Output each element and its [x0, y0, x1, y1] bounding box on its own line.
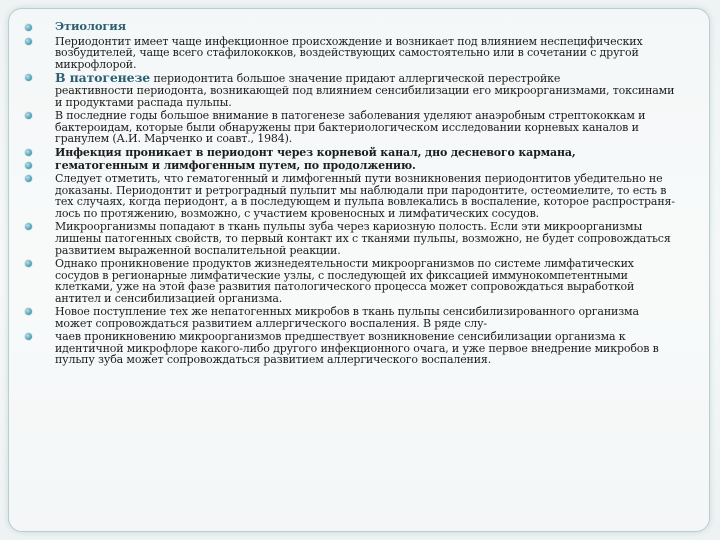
list-item: [14, 36, 679, 71]
item-text: чаев проникновению микроорганизмов предшествует возникновение сенсибилизации организма к идентичной микрофлоре какого-либо другого инфекционного очага, и уже первое внедрение микробов в пульпу зуба может сопровождаться развитием аллергического воспаления.: [55, 330, 659, 367]
slide-content: [14, 21, 679, 368]
bullet-icon: [25, 38, 32, 45]
bullet-list: [14, 21, 679, 366]
bullet-icon: [25, 162, 32, 169]
list-item: [14, 221, 679, 256]
item-text: Инфекция проникает в периодонт через корневой канал, дно десневого кармана,: [55, 145, 576, 159]
bullet-icon: [25, 149, 32, 156]
slide-title: Этиология: [55, 19, 126, 33]
bullet-icon: [25, 223, 32, 230]
bullet-icon: [25, 112, 32, 119]
list-item: [14, 331, 679, 366]
item-text: Новое поступление тех же непатогенных микробов в ткань пульпы сенсибилизированного организма может сопровождаться развитием аллергического воспаления. В ряде слу-: [55, 305, 639, 330]
bullet-icon: [25, 74, 32, 81]
list-item: [14, 147, 679, 159]
bullet-icon: [25, 333, 32, 340]
item-text: реактивности периодонта, возникающей под влиянием сенсибилизации его микроорганизмами, токсинами и продуктами распада пульпы.: [55, 84, 675, 109]
list-item: [14, 173, 679, 220]
bullet-icon: [25, 308, 32, 315]
list-item: [14, 258, 679, 305]
list-item-title: [14, 21, 679, 33]
item-text: Микроорганизмы попадают в ткань пульпы зуба через кариозную полость. Если эти микроорганизмы лишены патогенных свойств, то первый контакт их с тканями пульпы, возможно, не будет сопровождаться развитием выраженной воспалительной реакции.: [55, 220, 671, 257]
list-item: [14, 160, 679, 172]
list-item: [14, 306, 679, 329]
item-text: В последние годы большое внимание в патогенезе заболевания уделяют анаэробным стрептококкам и бактероидам, которые были обнаружены при бактериологическом исследовании корневых каналов и гранулем (А.И. Марченко и соавт., 1984).: [55, 108, 646, 146]
bullet-icon: [25, 260, 32, 267]
list-item: [14, 110, 679, 145]
item-text: Однако проникновение продуктов жизнедеятельности микроорганизмов по системе лимфатических сосудов в регионарные лимфатические узлы, с последующей их фиксацией иммунокомпетентными клетками, уже на этой фазе развития патологического процесса может сопровождаться выработкой антител и сенсибилизацией организма.: [55, 256, 635, 305]
item-text: Периодонтит имеет чаще инфекционное происхождение и возникает под влиянием неспецифических возбудителей, чаще всего стафилококков, воздействующих самостоятельно или в сочетании с другой микрофлорой.: [55, 34, 643, 72]
bullet-icon: [25, 175, 32, 182]
pathogenesis-rest: периодонтита большое значение придают аллергической перестройке: [153, 72, 561, 86]
pathogenesis-lead: В патогенезе: [55, 70, 151, 86]
item-text: Следует отметить, что гематогенный и лимфогенный пути возникновения периодонтитов убедительно не доказаны. Периодонтит и ретроградный пульпит мы наблюдали при пародонтите, остеомиелите, то есть в тех случаях, когда периодонт, а в последующем и пульпа вовлекались в воспаление, которое распространя-лось по протяжению, возможно, с участием кровеносных и лимфатических сосудов.: [55, 171, 675, 221]
bullet-icon: [25, 24, 32, 31]
item-text: гематогенным и лимфогенным путем, по продолжению.: [55, 158, 416, 172]
list-item-pathogenesis: [14, 72, 679, 108]
